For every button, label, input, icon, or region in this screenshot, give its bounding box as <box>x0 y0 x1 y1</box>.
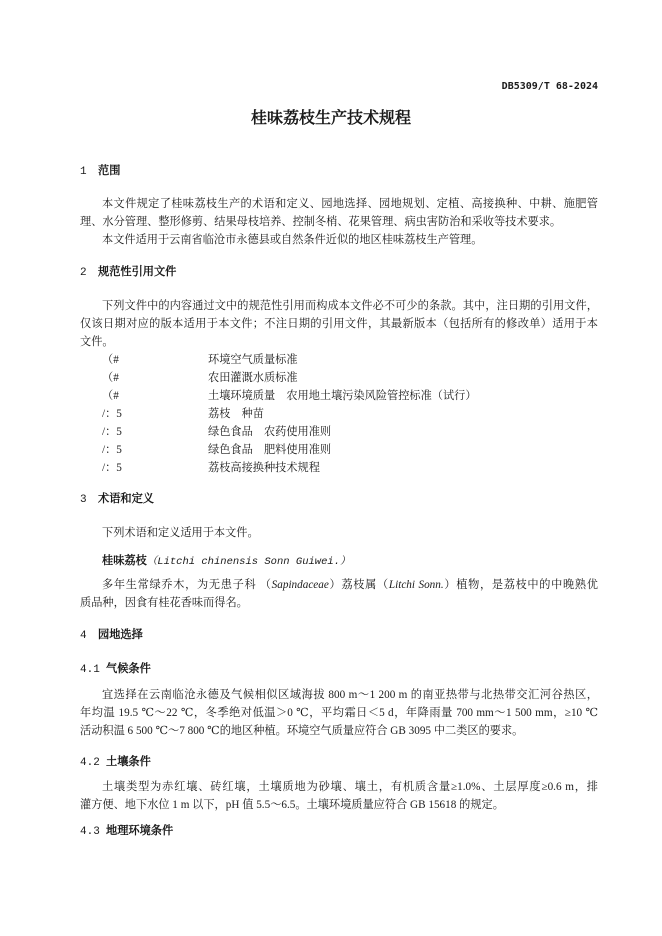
reference-name: 农田灌溉水质标准 <box>208 372 298 384</box>
section-number: 2 <box>80 267 87 279</box>
subsection-number: 4.1 <box>80 664 100 676</box>
reference-item <box>80 441 598 459</box>
normative-references-intro <box>80 297 598 351</box>
subsection-title: 地理环境条件 <box>106 825 174 837</box>
paragraph-line: 质品种，因食有桂花香味而得名。 <box>80 597 248 609</box>
term-latin-name: （Litchi chinensis Sonn Guiwei.） <box>146 556 351 568</box>
subsection-number: 4.2 <box>80 757 100 769</box>
reference-code: （# <box>102 354 119 366</box>
section-3-heading <box>80 490 598 508</box>
subsection-4-3-heading <box>80 822 598 840</box>
paragraph-line: 下列术语和定义适用于本文件。 <box>102 527 259 539</box>
reference-item <box>80 405 598 423</box>
climate-paragraph <box>80 686 598 740</box>
document-title: 桂味荔枝生产技术规程 <box>250 108 411 127</box>
reference-item <box>80 351 598 369</box>
subsection-title: 气候条件 <box>106 663 151 675</box>
paragraph-line: 灌方便、地下水位 1 m 以下，pH 值 5.5～6.5。土壤环境质量应符合 GB 15618 的规定。 <box>80 799 504 811</box>
scope-paragraph <box>80 195 598 231</box>
reference-list <box>80 351 598 477</box>
section-title: 规范性引用文件 <box>98 266 177 278</box>
paragraph-line: 文件。 <box>80 336 114 348</box>
reference-item <box>80 423 598 441</box>
paragraph-line: 仅该日期对应的版本适用于本文件；不注日期的引用文件，其最新版本（包括所有的修改单）适用于本 <box>80 318 598 330</box>
reference-code: /：5 <box>102 408 122 420</box>
section-4-heading <box>80 626 598 644</box>
reference-item <box>80 459 598 477</box>
paragraph-line: 活动积温 6 500 ℃～7 800 ℃的地区种植。环境空气质量应符合 GB 3095 中二类区的要求。 <box>80 725 524 737</box>
section-title: 园地选择 <box>98 629 143 641</box>
family-name: Sapindaceae <box>271 579 329 591</box>
term-name: 桂味荔枝 <box>102 555 147 567</box>
subsection-title: 土壤条件 <box>106 756 151 768</box>
genus-name: Litchi Sonn. <box>388 579 444 591</box>
reference-name: 环境空气质量标准 <box>208 354 298 366</box>
subsection-number: 4.3 <box>80 826 100 838</box>
paragraph-line: 土壤类型为赤红壤、砖红壤，土壤质地为砂壤、壤土，有机质含量≥1.0%、土层厚度≥0.6 m，排 <box>102 781 598 793</box>
reference-name: 荔枝 种苗 <box>208 408 264 420</box>
paragraph-line: 年均温 19.5 ℃～22 ℃，冬季绝对低温＞0 ℃，平均霜日＜5 d，年降雨量 700 mm～1 500 mm，≥10 ℃ <box>80 707 598 719</box>
definition-text: ）植物，是荔枝中的中晚熟优 <box>443 579 598 591</box>
term-entry <box>80 552 620 570</box>
subsection-4-2-heading <box>80 753 598 771</box>
document-code: DB5309/T 68-2024 <box>501 81 598 92</box>
definition-text: 多年生常绿乔木，为无患子科 （ <box>102 579 272 591</box>
definition-text: ）荔枝属（ <box>328 579 389 591</box>
reference-code: （# <box>102 372 119 384</box>
paragraph-line: 宜选择在云南临沧永德及气候相似区域海拔 800 m～1 200 m 的南亚热带与北热带交汇河谷热区， <box>102 689 598 701</box>
section-number: 1 <box>80 166 87 178</box>
soil-paragraph <box>80 778 598 814</box>
section-title: 术语和定义 <box>98 493 154 505</box>
section-title: 范围 <box>98 165 121 177</box>
reference-name: 荔枝高接换种技术规程 <box>208 462 320 474</box>
reference-code: （# <box>102 390 119 402</box>
reference-name: 绿色食品 肥料使用准则 <box>208 444 332 456</box>
reference-name: 绿色食品 农药使用准则 <box>208 426 332 438</box>
paragraph-line: 理、水分管理、整形修剪、结果母枝培养、控制冬梢、花果管理、病虫害防治和采收等技术要求。 <box>80 216 562 228</box>
paragraph-line: 下列文件中的内容通过文中的规范性引用而构成本文件必不可少的条款。其中，注日期的引用文件， <box>102 300 598 312</box>
paragraph-line: 本文件规定了桂味荔枝生产的术语和定义、园地选择、园地规划、定植、高接换种、中耕、施肥管 <box>102 198 598 210</box>
subsection-4-1-heading <box>80 660 598 678</box>
paragraph-line: 本文件适用于云南省临沧市永德县或自然条件近似的地区桂味荔枝生产管理。 <box>102 234 483 246</box>
term-definition <box>80 576 598 612</box>
section-number: 4 <box>80 630 87 642</box>
paragraph-line <box>80 576 598 594</box>
section-2-heading <box>80 263 598 281</box>
section-number: 3 <box>80 494 87 506</box>
reference-name: 土壤环境质量 农用地土壤污染风险管控标准（试行） <box>208 390 477 402</box>
reference-item <box>80 387 598 405</box>
applicability-paragraph <box>80 231 598 249</box>
reference-item <box>80 369 598 387</box>
terms-intro <box>80 524 598 542</box>
reference-code: /：5 <box>102 462 122 474</box>
section-1-heading <box>80 162 598 180</box>
reference-code: /：5 <box>102 426 122 438</box>
reference-code: /：5 <box>102 444 122 456</box>
